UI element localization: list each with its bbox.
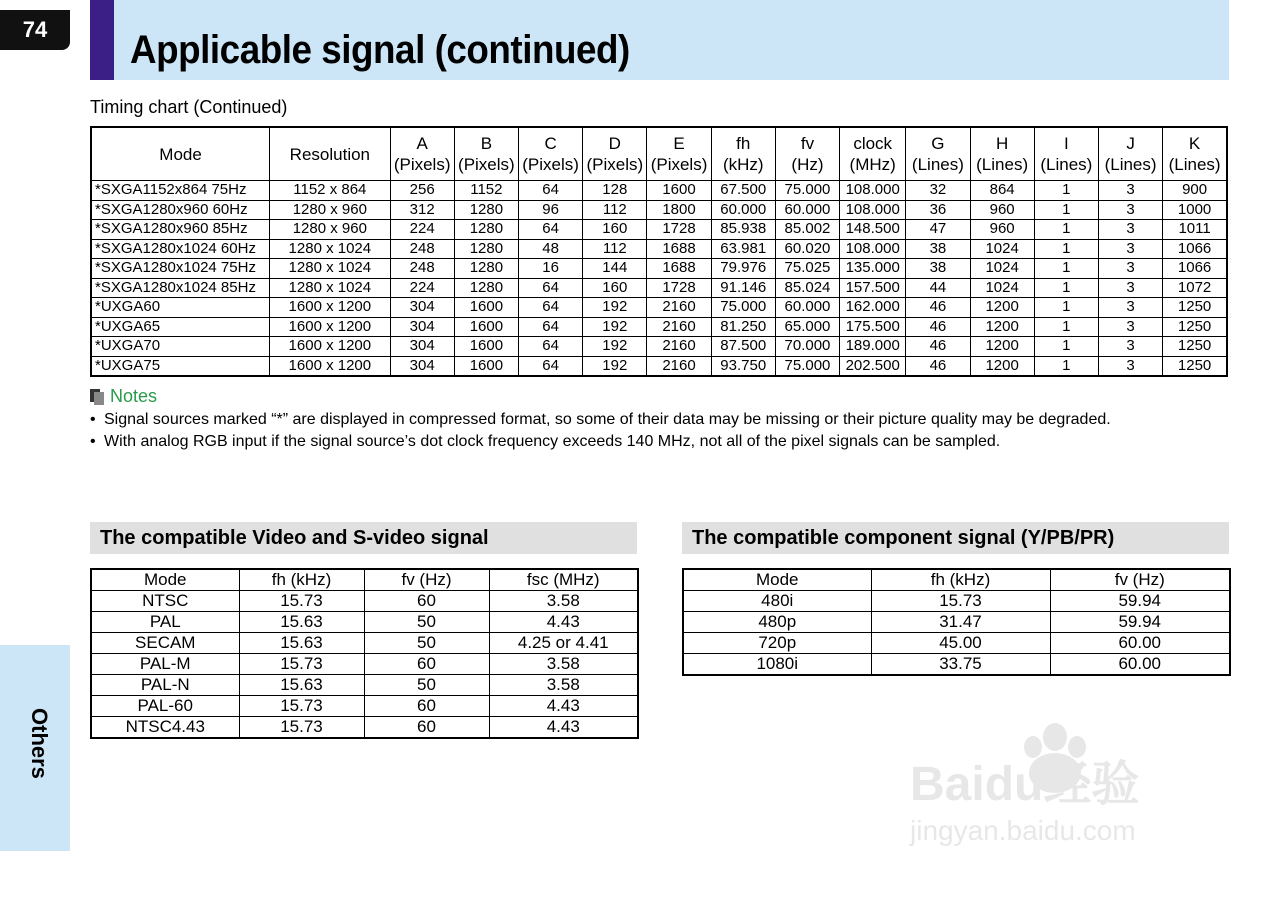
timing-cell: 144 — [583, 259, 647, 279]
video-cell: 4.43 — [489, 696, 638, 717]
timing-column-header: fv (Hz) — [775, 127, 839, 181]
timing-cell: 1600 x 1200 — [270, 337, 390, 357]
timing-cell: 160 — [583, 220, 647, 240]
video-cell: PAL — [91, 612, 239, 633]
timing-cell: 1 — [1034, 337, 1098, 357]
timing-cell: 1066 — [1163, 259, 1227, 279]
timing-cell: 1200 — [970, 298, 1034, 318]
timing-cell: 1 — [1034, 181, 1098, 201]
timing-cell: 2160 — [647, 298, 711, 318]
video-cell: 3.58 — [489, 675, 638, 696]
timing-cell: 1 — [1034, 278, 1098, 298]
timing-mode-cell: *UXGA65 — [91, 317, 270, 337]
video-row — [91, 696, 638, 717]
timing-mode-cell: *UXGA70 — [91, 337, 270, 357]
timing-cell: 3 — [1098, 278, 1162, 298]
component-cell: 480p — [683, 612, 871, 633]
video-row — [91, 612, 638, 633]
timing-cell: 1280 x 960 — [270, 200, 390, 220]
timing-cell: 64 — [518, 298, 582, 318]
timing-cell: 192 — [583, 317, 647, 337]
timing-column-header: J (Lines) — [1098, 127, 1162, 181]
timing-cell: 1280 x 960 — [270, 220, 390, 240]
timing-cell: 2160 — [647, 356, 711, 376]
component-row — [683, 591, 1230, 612]
video-cell: 50 — [364, 633, 489, 654]
timing-cell: 128 — [583, 181, 647, 201]
video-cell: 15.63 — [239, 612, 364, 633]
timing-cell: 135.000 — [840, 259, 906, 279]
timing-cell: 38 — [906, 259, 970, 279]
timing-cell: 189.000 — [840, 337, 906, 357]
timing-cell: 1250 — [1163, 298, 1227, 318]
page-number: 74 — [0, 10, 70, 50]
timing-cell: 63.981 — [711, 239, 775, 259]
timing-column-header: G (Lines) — [906, 127, 970, 181]
timing-table — [90, 126, 1228, 377]
timing-cell: 1600 x 1200 — [270, 356, 390, 376]
video-cell: NTSC4.43 — [91, 717, 239, 739]
timing-cell: 47 — [906, 220, 970, 240]
timing-cell: 60.000 — [775, 200, 839, 220]
side-tab-label: Others — [27, 708, 52, 779]
timing-mode-cell: *SXGA1280x1024 85Hz — [91, 278, 270, 298]
timing-row — [91, 337, 1227, 357]
timing-cell: 48 — [518, 239, 582, 259]
watermark-url: jingyan.baidu.com — [910, 815, 1136, 846]
note-text: Signal sources marked “*” are displayed in compressed format, so some of their data may be missing or their picture quality may be degraded. — [104, 411, 1111, 428]
timing-cell: 202.500 — [840, 356, 906, 376]
video-cell: PAL-60 — [91, 696, 239, 717]
timing-cell: 85.024 — [775, 278, 839, 298]
timing-cell: 1280 x 1024 — [270, 239, 390, 259]
timing-cell: 81.250 — [711, 317, 775, 337]
video-cell: 4.25 or 4.41 — [489, 633, 638, 654]
timing-cell: 96 — [518, 200, 582, 220]
component-cell: 60.00 — [1050, 654, 1230, 676]
video-signal-table — [90, 568, 639, 739]
video-cell: 60 — [364, 717, 489, 739]
timing-cell: 1250 — [1163, 356, 1227, 376]
timing-cell: 160 — [583, 278, 647, 298]
timing-cell: 1728 — [647, 220, 711, 240]
timing-cell: 304 — [390, 337, 454, 357]
timing-column-header: fh (kHz) — [711, 127, 775, 181]
timing-cell: 67.500 — [711, 181, 775, 201]
timing-cell: 1200 — [970, 337, 1034, 357]
timing-cell: 3 — [1098, 298, 1162, 318]
timing-cell: 38 — [906, 239, 970, 259]
timing-cell: 3 — [1098, 337, 1162, 357]
video-section-heading: The compatible Video and S-video signal — [90, 522, 637, 554]
timing-column-header: C (Pixels) — [518, 127, 582, 181]
component-section-heading — [682, 522, 1229, 554]
component-cell: 60.00 — [1050, 633, 1230, 654]
timing-cell: 1 — [1034, 356, 1098, 376]
timing-cell: 46 — [906, 298, 970, 318]
video-cell: SECAM — [91, 633, 239, 654]
timing-cell: 108.000 — [840, 239, 906, 259]
timing-cell: 44 — [906, 278, 970, 298]
timing-cell: 1011 — [1163, 220, 1227, 240]
timing-cell: 1152 x 864 — [270, 181, 390, 201]
timing-cell: 32 — [906, 181, 970, 201]
component-cell: 45.00 — [871, 633, 1050, 654]
timing-cell: 1728 — [647, 278, 711, 298]
timing-cell: 75.000 — [711, 298, 775, 318]
timing-cell: 1280 — [454, 278, 518, 298]
timing-cell: 1 — [1034, 239, 1098, 259]
timing-cell: 1280 — [454, 259, 518, 279]
component-cell: 15.73 — [871, 591, 1050, 612]
video-column-header: fsc (MHz) — [489, 569, 638, 591]
timing-cell: 1280 — [454, 200, 518, 220]
timing-cell: 960 — [970, 220, 1034, 240]
timing-cell: 75.025 — [775, 259, 839, 279]
timing-cell: 1600 — [454, 356, 518, 376]
timing-cell: 1600 — [454, 337, 518, 357]
component-cell: 33.75 — [871, 654, 1050, 676]
timing-cell: 1600 x 1200 — [270, 317, 390, 337]
component-cell: 1080i — [683, 654, 871, 676]
note-item: • Signal sources marked “*” are displayed in compressed format, so some of their data may be missing or their picture quality may be degraded. — [90, 411, 1111, 428]
timing-cell: 87.500 — [711, 337, 775, 357]
component-cell: 31.47 — [871, 612, 1050, 633]
video-cell: 15.73 — [239, 654, 364, 675]
component-signal-table — [682, 568, 1231, 676]
component-row — [683, 654, 1230, 676]
timing-mode-cell: *SXGA1280x960 85Hz — [91, 220, 270, 240]
component-cell: 59.94 — [1050, 591, 1230, 612]
title-accent — [90, 0, 114, 80]
timing-cell: 75.000 — [775, 181, 839, 201]
video-cell: 4.43 — [489, 717, 638, 739]
timing-row — [91, 220, 1227, 240]
component-cell: 720p — [683, 633, 871, 654]
timing-cell: 304 — [390, 298, 454, 318]
timing-cell: 85.938 — [711, 220, 775, 240]
component-header-row — [683, 569, 1230, 591]
timing-cell: 1280 — [454, 239, 518, 259]
component-section-heading-text: The compatible component signal (Y/PB/PR) — [692, 527, 1115, 549]
timing-cell: 192 — [583, 356, 647, 376]
timing-cell: 1280 x 1024 — [270, 278, 390, 298]
timing-cell: 1 — [1034, 317, 1098, 337]
timing-row — [91, 239, 1227, 259]
video-cell: 15.63 — [239, 633, 364, 654]
timing-column-header: B (Pixels) — [454, 127, 518, 181]
timing-cell: 64 — [518, 337, 582, 357]
timing-cell: 248 — [390, 259, 454, 279]
timing-cell: 64 — [518, 278, 582, 298]
timing-cell: 1024 — [970, 239, 1034, 259]
video-column-header: fh (kHz) — [239, 569, 364, 591]
timing-cell: 1024 — [970, 259, 1034, 279]
timing-row — [91, 278, 1227, 298]
timing-mode-cell: *UXGA60 — [91, 298, 270, 318]
timing-row — [91, 259, 1227, 279]
timing-cell: 16 — [518, 259, 582, 279]
video-cell: PAL-M — [91, 654, 239, 675]
notes-heading-text: Notes — [110, 386, 158, 406]
video-cell: 15.63 — [239, 675, 364, 696]
timing-cell: 75.000 — [775, 356, 839, 376]
timing-cell: 1250 — [1163, 317, 1227, 337]
video-cell: 15.73 — [239, 591, 364, 612]
timing-cell: 224 — [390, 278, 454, 298]
video-cell: 15.73 — [239, 696, 364, 717]
timing-cell: 3 — [1098, 200, 1162, 220]
timing-chart-caption: Timing chart (Continued) — [90, 97, 288, 117]
timing-cell: 1280 — [454, 220, 518, 240]
notes-icon — [90, 389, 104, 405]
timing-cell: 93.750 — [711, 356, 775, 376]
note-item: • With analog RGB input if the signal source’s dot clock frequency exceeds 140 MHz, not all of the pixel signals can be sampled. — [90, 433, 1001, 450]
timing-cell: 2160 — [647, 337, 711, 357]
timing-column-header: Mode — [91, 127, 270, 181]
timing-cell: 304 — [390, 356, 454, 376]
timing-column-header: E (Pixels) — [647, 127, 711, 181]
timing-cell: 112 — [583, 239, 647, 259]
timing-column-header: K (Lines) — [1163, 127, 1227, 181]
timing-cell: 64 — [518, 356, 582, 376]
page-title: Applicable signal (continued) — [130, 28, 630, 72]
timing-row — [91, 317, 1227, 337]
timing-cell: 1600 x 1200 — [270, 298, 390, 318]
timing-cell: 1280 x 1024 — [270, 259, 390, 279]
video-row — [91, 717, 638, 739]
timing-cell: 3 — [1098, 356, 1162, 376]
timing-cell: 1066 — [1163, 239, 1227, 259]
timing-cell: 148.500 — [840, 220, 906, 240]
timing-cell: 192 — [583, 298, 647, 318]
component-row — [683, 633, 1230, 654]
timing-cell: 1688 — [647, 259, 711, 279]
timing-cell: 304 — [390, 317, 454, 337]
timing-cell: 108.000 — [840, 181, 906, 201]
video-cell: 50 — [364, 612, 489, 633]
timing-cell: 192 — [583, 337, 647, 357]
timing-column-header: A (Pixels) — [390, 127, 454, 181]
timing-cell: 864 — [970, 181, 1034, 201]
timing-cell: 900 — [1163, 181, 1227, 201]
timing-cell: 3 — [1098, 239, 1162, 259]
timing-cell: 108.000 — [840, 200, 906, 220]
timing-row — [91, 298, 1227, 318]
timing-cell: 1688 — [647, 239, 711, 259]
timing-cell: 312 — [390, 200, 454, 220]
timing-cell: 70.000 — [775, 337, 839, 357]
timing-cell: 65.000 — [775, 317, 839, 337]
timing-row — [91, 181, 1227, 201]
video-cell: 60 — [364, 654, 489, 675]
video-cell: 3.58 — [489, 591, 638, 612]
timing-cell: 1072 — [1163, 278, 1227, 298]
timing-column-header: clock (MHz) — [840, 127, 906, 181]
timing-cell: 112 — [583, 200, 647, 220]
timing-cell: 1600 — [454, 298, 518, 318]
timing-cell: 1000 — [1163, 200, 1227, 220]
timing-cell: 64 — [518, 181, 582, 201]
video-row — [91, 591, 638, 612]
timing-mode-cell: *SXGA1280x1024 60Hz — [91, 239, 270, 259]
video-cell: PAL-N — [91, 675, 239, 696]
timing-cell: 46 — [906, 317, 970, 337]
video-cell: 60 — [364, 591, 489, 612]
component-row — [683, 612, 1230, 633]
timing-cell: 175.500 — [840, 317, 906, 337]
timing-cell: 1600 — [647, 181, 711, 201]
video-cell: 4.43 — [489, 612, 638, 633]
note-text: With analog RGB input if the signal source’s dot clock frequency exceeds 140 MHz, not all of the pixel signals can be sampled. — [104, 433, 1001, 450]
timing-cell: 157.500 — [840, 278, 906, 298]
video-column-header: Mode — [91, 569, 239, 591]
timing-cell: 46 — [906, 337, 970, 357]
timing-cell: 91.146 — [711, 278, 775, 298]
timing-cell: 1 — [1034, 220, 1098, 240]
timing-mode-cell: *SXGA1280x1024 75Hz — [91, 259, 270, 279]
timing-cell: 2160 — [647, 317, 711, 337]
timing-cell: 3 — [1098, 181, 1162, 201]
baidu-watermark-logo — [905, 715, 1205, 855]
video-row — [91, 675, 638, 696]
timing-column-header: I (Lines) — [1034, 127, 1098, 181]
timing-cell: 36 — [906, 200, 970, 220]
timing-cell: 85.002 — [775, 220, 839, 240]
component-column-header: fv (Hz) — [1050, 569, 1230, 591]
timing-column-header: Resolution — [270, 127, 390, 181]
timing-cell: 1800 — [647, 200, 711, 220]
timing-mode-cell: *SXGA1152x864 75Hz — [91, 181, 270, 201]
timing-cell: 162.000 — [840, 298, 906, 318]
timing-cell: 79.976 — [711, 259, 775, 279]
component-column-header: fh (kHz) — [871, 569, 1050, 591]
timing-cell: 1 — [1034, 298, 1098, 318]
component-cell: 480i — [683, 591, 871, 612]
timing-cell: 248 — [390, 239, 454, 259]
timing-cell: 3 — [1098, 259, 1162, 279]
timing-cell: 224 — [390, 220, 454, 240]
video-row — [91, 654, 638, 675]
video-cell: 3.58 — [489, 654, 638, 675]
timing-cell: 1 — [1034, 200, 1098, 220]
timing-cell: 3 — [1098, 317, 1162, 337]
timing-mode-cell: *SXGA1280x960 60Hz — [91, 200, 270, 220]
timing-cell: 46 — [906, 356, 970, 376]
timing-cell: 60.000 — [711, 200, 775, 220]
timing-header-row — [91, 127, 1227, 181]
video-cell: 15.73 — [239, 717, 364, 739]
watermark-brand: Baidu经验 — [910, 758, 1140, 811]
timing-cell: 1200 — [970, 356, 1034, 376]
notes-heading — [90, 386, 157, 407]
timing-cell: 256 — [390, 181, 454, 201]
timing-cell: 1250 — [1163, 337, 1227, 357]
video-header-row — [91, 569, 638, 591]
timing-cell: 1024 — [970, 278, 1034, 298]
timing-cell: 1200 — [970, 317, 1034, 337]
timing-cell: 64 — [518, 220, 582, 240]
timing-cell: 1152 — [454, 181, 518, 201]
timing-cell: 1600 — [454, 317, 518, 337]
video-column-header: fv (Hz) — [364, 569, 489, 591]
video-cell: 50 — [364, 675, 489, 696]
timing-cell: 960 — [970, 200, 1034, 220]
timing-cell: 3 — [1098, 220, 1162, 240]
timing-row — [91, 200, 1227, 220]
timing-row — [91, 356, 1227, 376]
video-cell: NTSC — [91, 591, 239, 612]
video-cell: 60 — [364, 696, 489, 717]
timing-cell: 60.020 — [775, 239, 839, 259]
timing-column-header: H (Lines) — [970, 127, 1034, 181]
video-row — [91, 633, 638, 654]
timing-mode-cell: *UXGA75 — [91, 356, 270, 376]
timing-column-header: D (Pixels) — [583, 127, 647, 181]
timing-cell: 60.000 — [775, 298, 839, 318]
timing-cell: 1 — [1034, 259, 1098, 279]
component-column-header: Mode — [683, 569, 871, 591]
component-cell: 59.94 — [1050, 612, 1230, 633]
timing-cell: 64 — [518, 317, 582, 337]
